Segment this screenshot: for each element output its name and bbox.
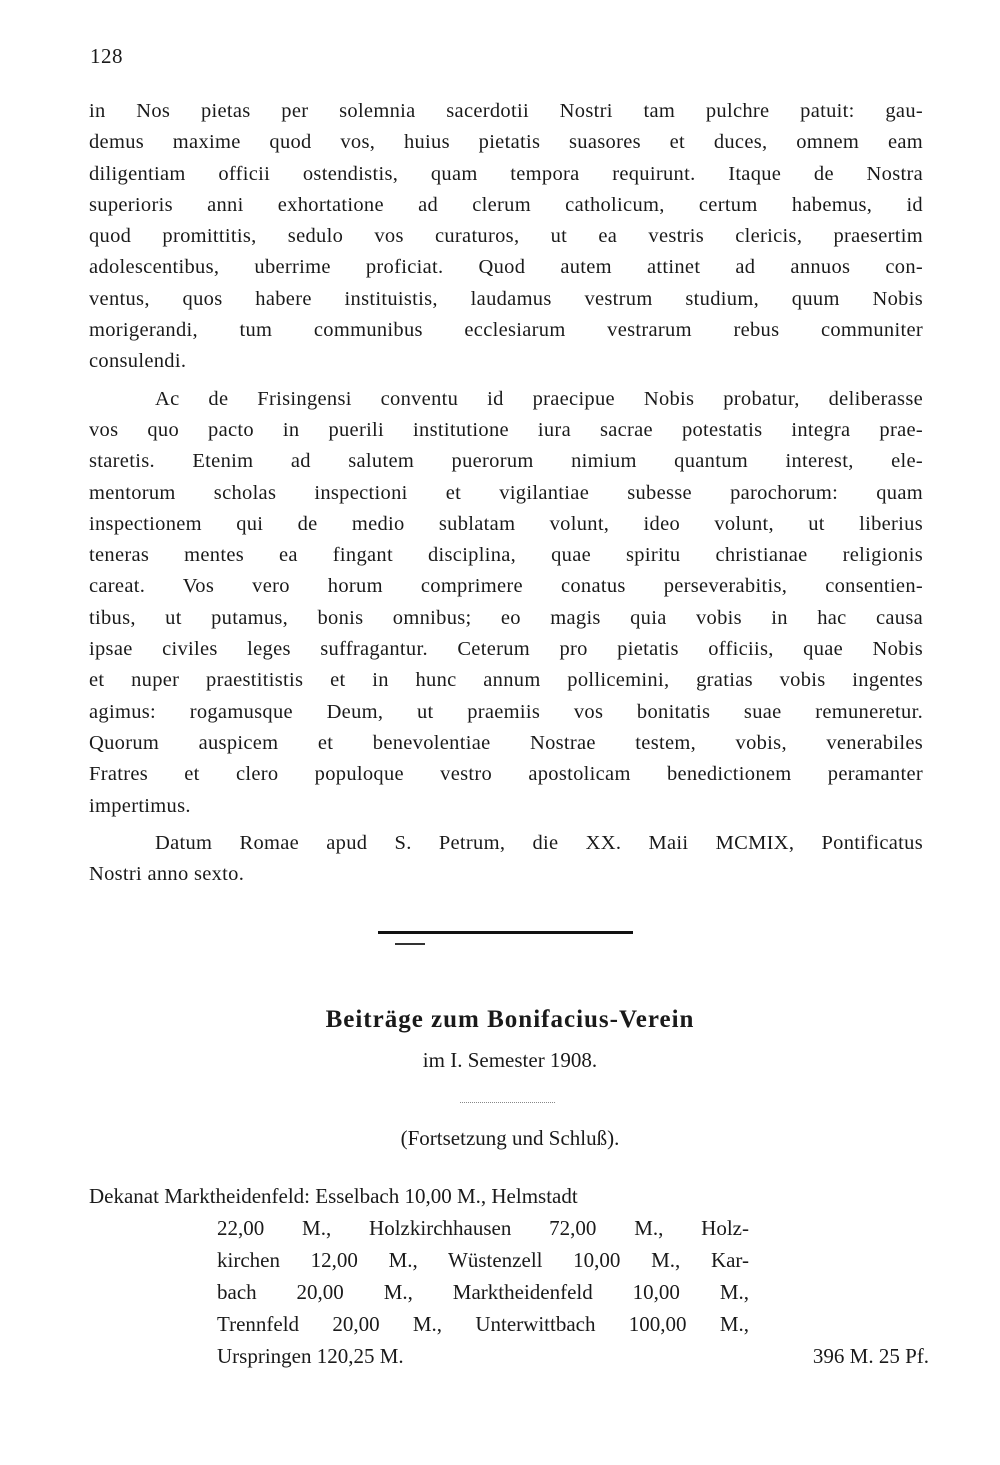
text-line: demus maxime quod vos, huius pietatis suasores et duces, omnem eam — [89, 131, 923, 154]
deanery-last-line: Urspringen 120,25 M. — [217, 1344, 404, 1368]
text-line: consulendi. — [89, 350, 187, 373]
page-number: 128 — [90, 44, 123, 68]
text-line: vos quo pacto in puerili institutione iura sacrae potestatis integra prae- — [89, 418, 923, 441]
text-line: diligentiam officii ostendistis, quam tempora requirunt. Itaque de Nostra — [89, 162, 923, 185]
text-line: teneras mentes ea fingant disciplina, quae spiritu christianae religionis — [89, 544, 923, 567]
text-line: tibus, ut putamus, bonis omnibus; eo magis quia vobis in hac causa — [89, 606, 923, 629]
text-line: Nostri anno sexto. — [89, 863, 245, 886]
text-line: in Nos pietas per solemnia sacerdotii Nostri tam pulchre patuit: gau- — [89, 100, 923, 122]
latin-letter-body — [89, 96, 923, 890]
deanery-total: 396 M. 25 Pf. — [812, 1344, 929, 1368]
text-line: quod promittitis, sedulo vos curaturos, ut ea vestris clericis, praesertim — [89, 225, 923, 248]
text-line: et nuper praestitistis et in hunc annum pollicemini, gratias vobis ingentes — [89, 669, 923, 692]
section-subtitle: im I. Semester 1908. — [422, 1048, 598, 1072]
deanery-line: bach 20,00 M., Marktheidenfeld 10,00 M., — [217, 1280, 749, 1304]
text-line: Datum Romae apud S. Petrum, die XX. Maii MCMIX, Pontificatus — [155, 831, 923, 854]
text-line: adolescentibus, uberrime proficiat. Quod autem attinet ad annuos con- — [89, 256, 923, 279]
text-line: agimus: rogamusque Deum, ut praemiis vos bonitatis suae remuneretur. — [89, 700, 923, 723]
section-divider — [378, 931, 633, 934]
text-line: superioris anni exhortatione ad clerum catholicum, certum habemus, id — [89, 193, 923, 216]
section-title: Beiträge zum Bonifacius-Verein — [325, 1006, 695, 1033]
deanery-label: Dekanat Marktheidenfeld: — [89, 1184, 310, 1208]
section-divider-accent — [395, 943, 425, 945]
deanery-last-row — [89, 1340, 929, 1372]
text-line: inspectionem qui de medio sublatam volunt, ideo volunt, ut liberius — [89, 512, 923, 535]
deanery-line: Trennfeld 20,00 M., Unterwittbach 100,00 M., — [217, 1312, 749, 1336]
deanery-first-row — [89, 1180, 929, 1212]
paragraph-3 — [89, 828, 923, 891]
text-line: Fratres et clero populoque vestro apostolicam benedictionem peramanter — [89, 763, 923, 786]
text-line: careat. Vos vero horum comprimere conatus perseverabitis, consentien- — [89, 575, 923, 598]
text-line: impertimus. — [89, 794, 191, 817]
text-line: Ac de Frisingensi conventu id praecipue Nobis probatur, deliberasse — [155, 387, 923, 410]
dotted-separator — [460, 1102, 555, 1103]
paragraph-1 — [89, 96, 923, 378]
deanery-first-line: Esselbach 10,00 M., Helmstadt — [315, 1184, 578, 1208]
text-line: morigerandi, tum communibus ecclesiarum vestrarum rebus communiter — [89, 319, 923, 342]
deanery-line: kirchen 12,00 M., Wüstenzell 10,00 M., Kar- — [217, 1248, 749, 1272]
text-line: Quorum auspicem et benevolentiae Nostrae testem, vobis, venerabiles — [89, 731, 923, 754]
text-line: mentorum scholas inspectioni et vigilantiae subesse parochorum: quam — [89, 481, 923, 504]
text-line: staretis. Etenim ad salutem puerorum nimium quantum interest, ele- — [89, 450, 923, 473]
paragraph-2 — [89, 384, 923, 822]
text-line: ventus, quos habere instituistis, laudamus vestrum studium, quum Nobis — [89, 287, 923, 310]
deanery-line: 22,00 M., Holzkirchhausen 72,00 M., Holz- — [217, 1216, 749, 1240]
deanery-entry — [89, 1180, 929, 1372]
text-line: ipsae civiles leges suffragantur. Ceterum pro pietatis officiis, quae Nobis — [89, 638, 923, 661]
continuation-note: (Fortsetzung und Schluß). — [400, 1126, 620, 1150]
